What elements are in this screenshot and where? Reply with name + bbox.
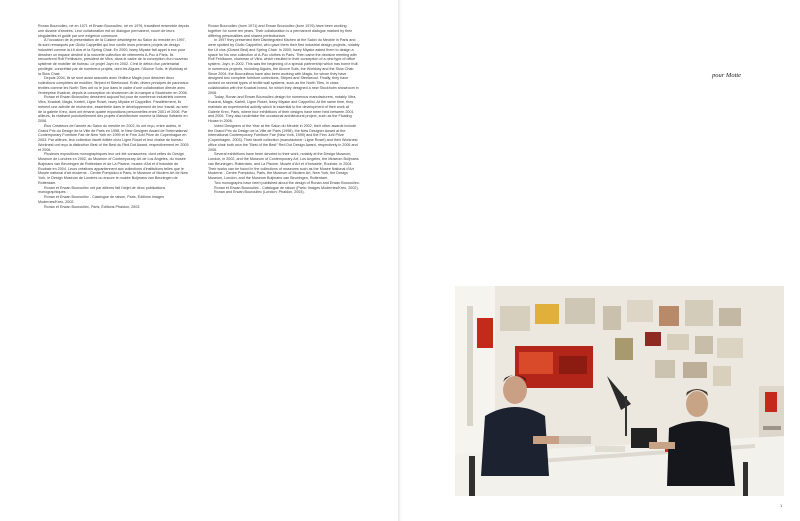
paragraph: Ronan et Erwan Bouroullec - Catalogue de raison (Paris: Images Modernes/Kreo, 2002). — [214, 185, 359, 190]
left-page — [0, 0, 398, 521]
french-text-column — [38, 24, 190, 209]
paragraph: Ronan et Erwan Bouroullec dessinent aujourd'hui pour de nombreux industriels comme Vitra, Kvadrat, Magis, Kartell, Ligne Roset, Issey Miyake et Cappellini. Parallèlement, ils mènent une activité de recherche, essentielle dans le développement de leur travail, au sein de la galerie Kreo, dont ont émané quatre expositions personnelles entre 2001 et 2006. Par ailleurs, ils réalisent ponctuellement des projets d'architecture comme la Maison flottante en 2006. — [38, 95, 189, 123]
paragraph: Ronan et Erwan Bouroullec ont par ailleurs fait l'objet de deux publications monographiques : — [38, 185, 166, 195]
photo-illustration — [455, 286, 784, 496]
paragraph: À l'occasion de la présentation de la Cuisine désintégrée au Salon du meuble en 1997, ils sont remarqués par Giulio Cappellini qui leur confie leurs premiers projets de design industriel comme la Lit clos et la Spring Chair. En 2000, Issey Miyake fait appel à eux pour dessiner un espace destiné à la nouvelle collection de vêtements A-Poc à Paris. Ils rencontrent Rolf Fehlbaum, président de Vitra, dans le cadre de la conception d'un nouveau système de mobilier de bureau. Le projet Joyn en 2002. C'est le début d'un partenariat privilégié, concrétisé par de nombreux projets, dont les Algues, l'Alcove Sofa, le Workbay et la Slow Chair. — [38, 38, 188, 76]
english-text-column — [208, 24, 360, 195]
paragraph: Ronan et Erwan Bouroullec - Catalogue de raison, Paris, Éditions Images Modernes/Kreo, 2002. — [38, 195, 164, 204]
dedication: pour Motte — [712, 72, 742, 79]
paragraph: Élus Créateurs de l'année au Salon du meuble en 2002, ils ont reçu, entre autres, le Grand Prix du Design de la Ville de Paris en 1998, le New Designer Award de l'International Contemporary Furniture Fair de New York en 1999 et le Finn Juhl Prize de Copenhague en 2003. Par ailleurs, leur collection facett éditée chez Ligne Roset et leur chaise de bureau Worknest ont reçu la distinction Best of the Best du Red Dot Award, respectivement en 2005 et 2006. — [38, 123, 189, 152]
paragraph: Ronan and Erwan Bouroullec (London: Phaidon, 2003). — [214, 190, 305, 195]
paragraph: Today, Ronan and Erwan Bouroullec design for numerous manufacturers, notably Vitra, Kvadrat, Magis, Kartell, Ligne Roset, Issey Miyake and Cappellini. At the same time, they maintain an experimental activity which is essential to the development of their work at Galerie Kreo, Paris, where four exhibitions of their designs have been held between 2001 and 2006. They also undertake the occasional architectural project, such as the Floating House in 2006. — [208, 95, 357, 123]
paragraph: Two monographs have been published about the design of Ronan and Erwan Bouroullec: — [214, 180, 360, 185]
page-number: 1 — [780, 503, 783, 508]
paragraph: Several exhibitions have been devoted to their work, notably at the Design Museum, London, in 2002, and the Museum of Contemporary Art, Los Angeles, the Museum Boijmans van Beuningen, Rotterdam, and La Piscine, Musée d'Art et d'Industrie, Roubaix, in 2004. Their works can be found in the collections of museums such as the Musée National d'Art Moderne - Centre Pompidou, Paris, the Museum of Modern Art, New York, the Design Museum, London, and the Museum Boijmans van Beuningen, Rotterdam. — [208, 152, 359, 180]
paragraph: Voted Designers of the Year at the Salon du Meuble in 2002, their other awards include the Grand Prix du Design de la Ville de Paris (1998), the New Designer Award at the International Contemporary Furniture Fair (New York, 1999) and the Finn Juhl Prize (Copenhagen, 2003). Their facett collection (manufacturer: Ligne Roset) and their Worknest office chair both won the "Best of the Best" Red Dot Design Award, respectively in 2005 and 2006. — [208, 123, 358, 152]
paragraph: Ronan Bouroullec, né en 1971 et Erwan Bouroullec, né en 1976, travaillent ensemble depuis une dizaine d'années. Leur collaboration est un dialogue permanent, nourri de leurs singularités et guidé par une exigence commune. — [38, 24, 190, 38]
paragraph: Plusieurs expositions monographiques leur ont été consacrées, dont celles du Design Museum de Londres en 2002, du Museum of Contemporary Art de Los Angeles, du musée Boijmans van Beuningen de Rotterdam et de La Piscine, musée d'Art et d'Industrie de Roubaix en 2004. Leurs créations appartiennent aux collections d'institutions telles que le Musée national d'art moderne - Centre Pompidou à Paris, le Museum of Modern Art de New York, le Design Museum de Londres ou encore le musée Boijmans van Beuningen de Rotterdam. — [38, 152, 188, 185]
paragraph: Depuis 2004, ils se sont aussi associés avec l'éditeur Magis pour dessiner deux collections complètes de mobilier, Striped et Steelwood. Enfin, divers principes de panneaux textiles comme les North Tiles ont vu le jour dans le cadre d'une collaboration directe avec l'entreprise Kvadrat, depuis la conception du showroom de la marque à Stockholm en 2006. — [38, 76, 189, 95]
paragraph: In 1997 they presented their Disintegrated Kitchen at the Salon du Meuble in Paris and were spotted by Giulio Cappellini, who gave them their first industrial design projects, notably the Lit clos (Closed Bed) and Spring Chair. In 2000, Issey Miyake asked them to design a space for his new collection of A-Poc clothes in Paris. Then came the decisive meeting with Rolf Fehlbaum, chairman of Vitra, which resulted in their conception of a new type of office system, Joyn, in 2002. This was the beginning of a special partnership which has borne fruit in numerous projects, including Algues, the Alcove Sofa, the Workbay and the Slow Chair. Since 2004, the Bouroullecs have also been working with Magis, for whom they have designed two complete furniture collections, Striped and Steelwood. Finally, they have worked on several types of textile wall systems, such as the North Tiles, in close collaboration with the Kvadrat brand, for which they designed a new Stockholm showroom in 2006. — [208, 38, 360, 95]
paragraph: Ronan Bouroullec (born 1971) and Erwan Bouroullec (born 1976) have been working together for some ten years. Their collaboration is a permanent dialogue marked by their differing personalities and shared perfectionism. — [208, 24, 353, 38]
paragraph: Ronan et Erwan Bouroullec, Paris, Éditions Phaidon, 2003. — [44, 204, 141, 209]
studio-photograph — [455, 286, 784, 496]
